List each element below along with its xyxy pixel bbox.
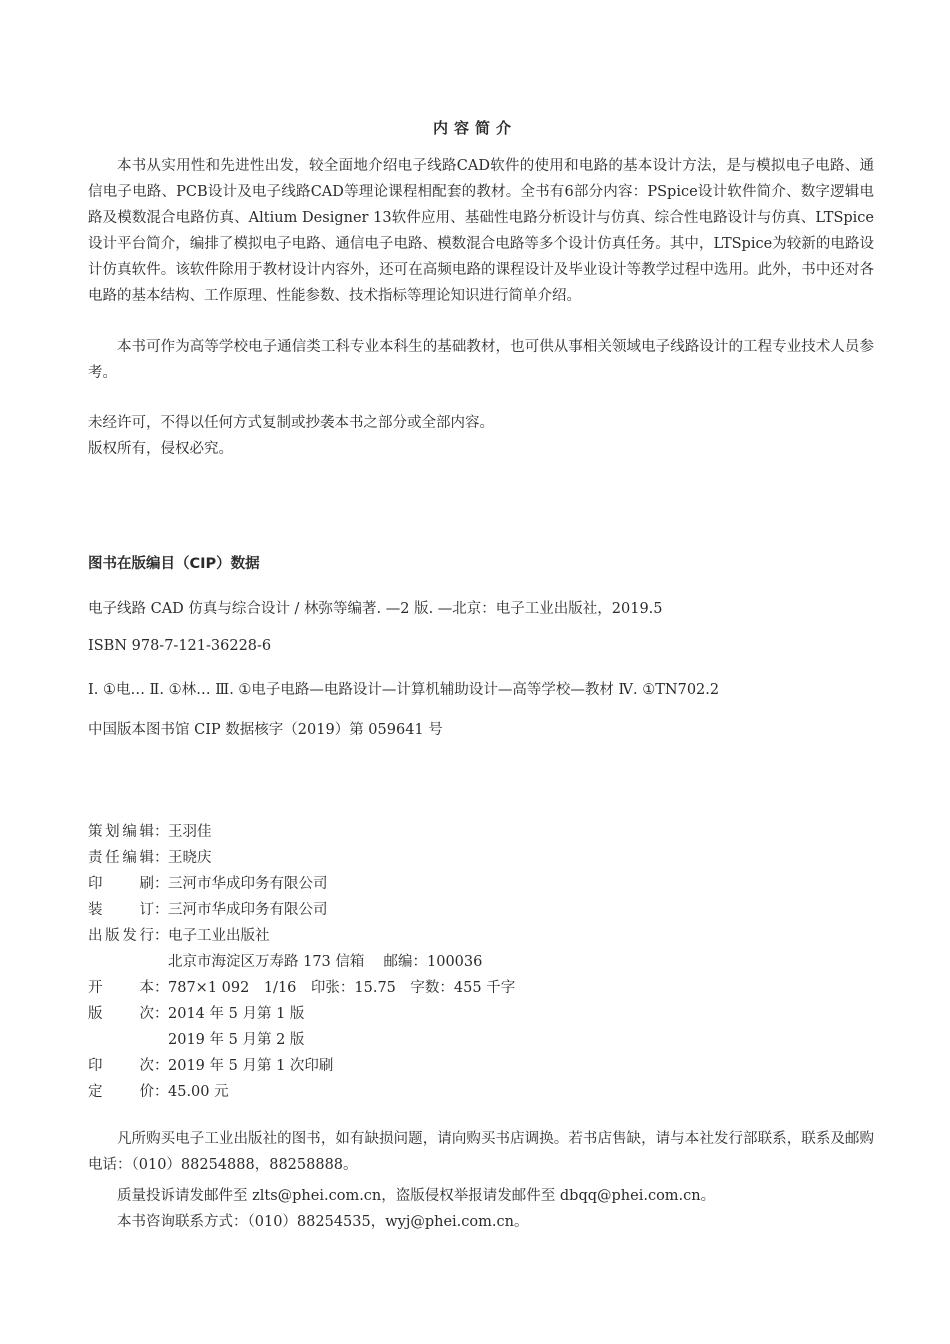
- planning-editor-label: 策划编辑：: [88, 824, 169, 840]
- intro-paragraph-2: 本书可作为高等学校电子通信类工科专业本科生的基础教材，也可供从事相关领域电子线路设计的工程专业技术人员参考。: [88, 339, 874, 381]
- edition-value-2: 2019 年 5 月第 2 版: [168, 1032, 305, 1048]
- cip-classification: Ⅰ. ①电… Ⅱ. ①林… Ⅲ. ①电子电路—电路设计—计算机辅助设计—高等学校—教材 Ⅳ. ①TN702.2: [88, 682, 720, 698]
- consult-contact: 本书咨询联系方式：（010）88254535，wyj@phei.com.cn。: [117, 1214, 529, 1230]
- format-value: 787×1 092 1/16 印张：15.75 字数：455 千字: [168, 980, 516, 996]
- purchase-notice: 凡所购买电子工业出版社的图书，如有缺损问题，请向购买书店调换。若书店售缺，请与本社发行部联系，联系及邮购电话：（010）88254888，88258888。: [88, 1131, 874, 1173]
- price-label: 定 价：: [88, 1084, 169, 1100]
- complaints-contact: 质量投诉请发邮件至 zlts@phei.com.cn，盗版侵权举报请发邮件至 dbqq@phei.com.cn。: [117, 1188, 716, 1204]
- copyright-notice: 未经许可，不得以任何方式复制或抄袭本书之部分或全部内容。: [88, 415, 494, 431]
- rights-reserved: 版权所有，侵权必究。: [88, 441, 233, 457]
- publisher-value: 电子工业出版社: [168, 928, 270, 944]
- edition-label: 版 次：: [88, 1006, 169, 1022]
- edition-value-1: 2014 年 5 月第 1 版: [168, 1006, 305, 1022]
- cip-bibliographic-line: 电子线路 CAD 仿真与综合设计 / 林弥等编著. —2 版. —北京：电子工业出版社，2019.5: [88, 601, 663, 617]
- publisher-label: 出版发行：: [88, 928, 169, 944]
- publisher-address: 北京市海淀区万寿路 173 信箱 邮编：100036: [168, 954, 483, 970]
- cip-isbn: ISBN 978-7-121-36228-6: [88, 638, 272, 654]
- format-label: 开 本：: [88, 980, 169, 996]
- intro-paragraph-1: 本书从实用性和先进性出发，较全面地介绍电子线路CAD软件的使用和电路的基本设计方法，是与模拟电子电路、通信电子电路、PCB设计及电子线路CAD等理论课程相配套的教材。全书有6部分内容：PSpice设计软件简介、数字逻辑电路及模数混合电路仿真、Altium Designer 13软件应用、基础性电路分析设计与仿真、综合性电路设计与仿真、LTSpice设计平台简介，编排了模拟电子电路、通信电子电路、模数混合电路等多个设计仿真任务。其中，LTSpice为较新的电路设计仿真软件。该软件除用于教材设计内容外，还可在高频电路的课程设计及毕业设计等教学过程中选用。此外，书中还对各电路的基本结构、工作原理、性能参数、技术指标等理论知识进行简单介绍。: [88, 158, 874, 304]
- impression-value: 2019 年 5 月第 1 次印刷: [168, 1058, 334, 1074]
- printing-value: 三河市华成印务有限公司: [168, 876, 328, 892]
- printing-label: 印 刷：: [88, 876, 169, 892]
- impression-label: 印 次：: [88, 1058, 169, 1074]
- intro-title: 内容简介: [432, 119, 517, 137]
- cip-title: 图书在版编目（CIP）数据: [88, 556, 260, 572]
- cip-record-number: 中国版本图书馆 CIP 数据核字（2019）第 059641 号: [88, 722, 443, 738]
- binding-label: 装 订：: [88, 902, 169, 918]
- planning-editor-value: 王羽佳: [168, 824, 212, 840]
- price-value: 45.00 元: [168, 1084, 229, 1100]
- binding-value: 三河市华成印务有限公司: [168, 902, 328, 918]
- responsible-editor-value: 王晓庆: [168, 850, 212, 866]
- responsible-editor-label: 责任编辑：: [88, 850, 169, 866]
